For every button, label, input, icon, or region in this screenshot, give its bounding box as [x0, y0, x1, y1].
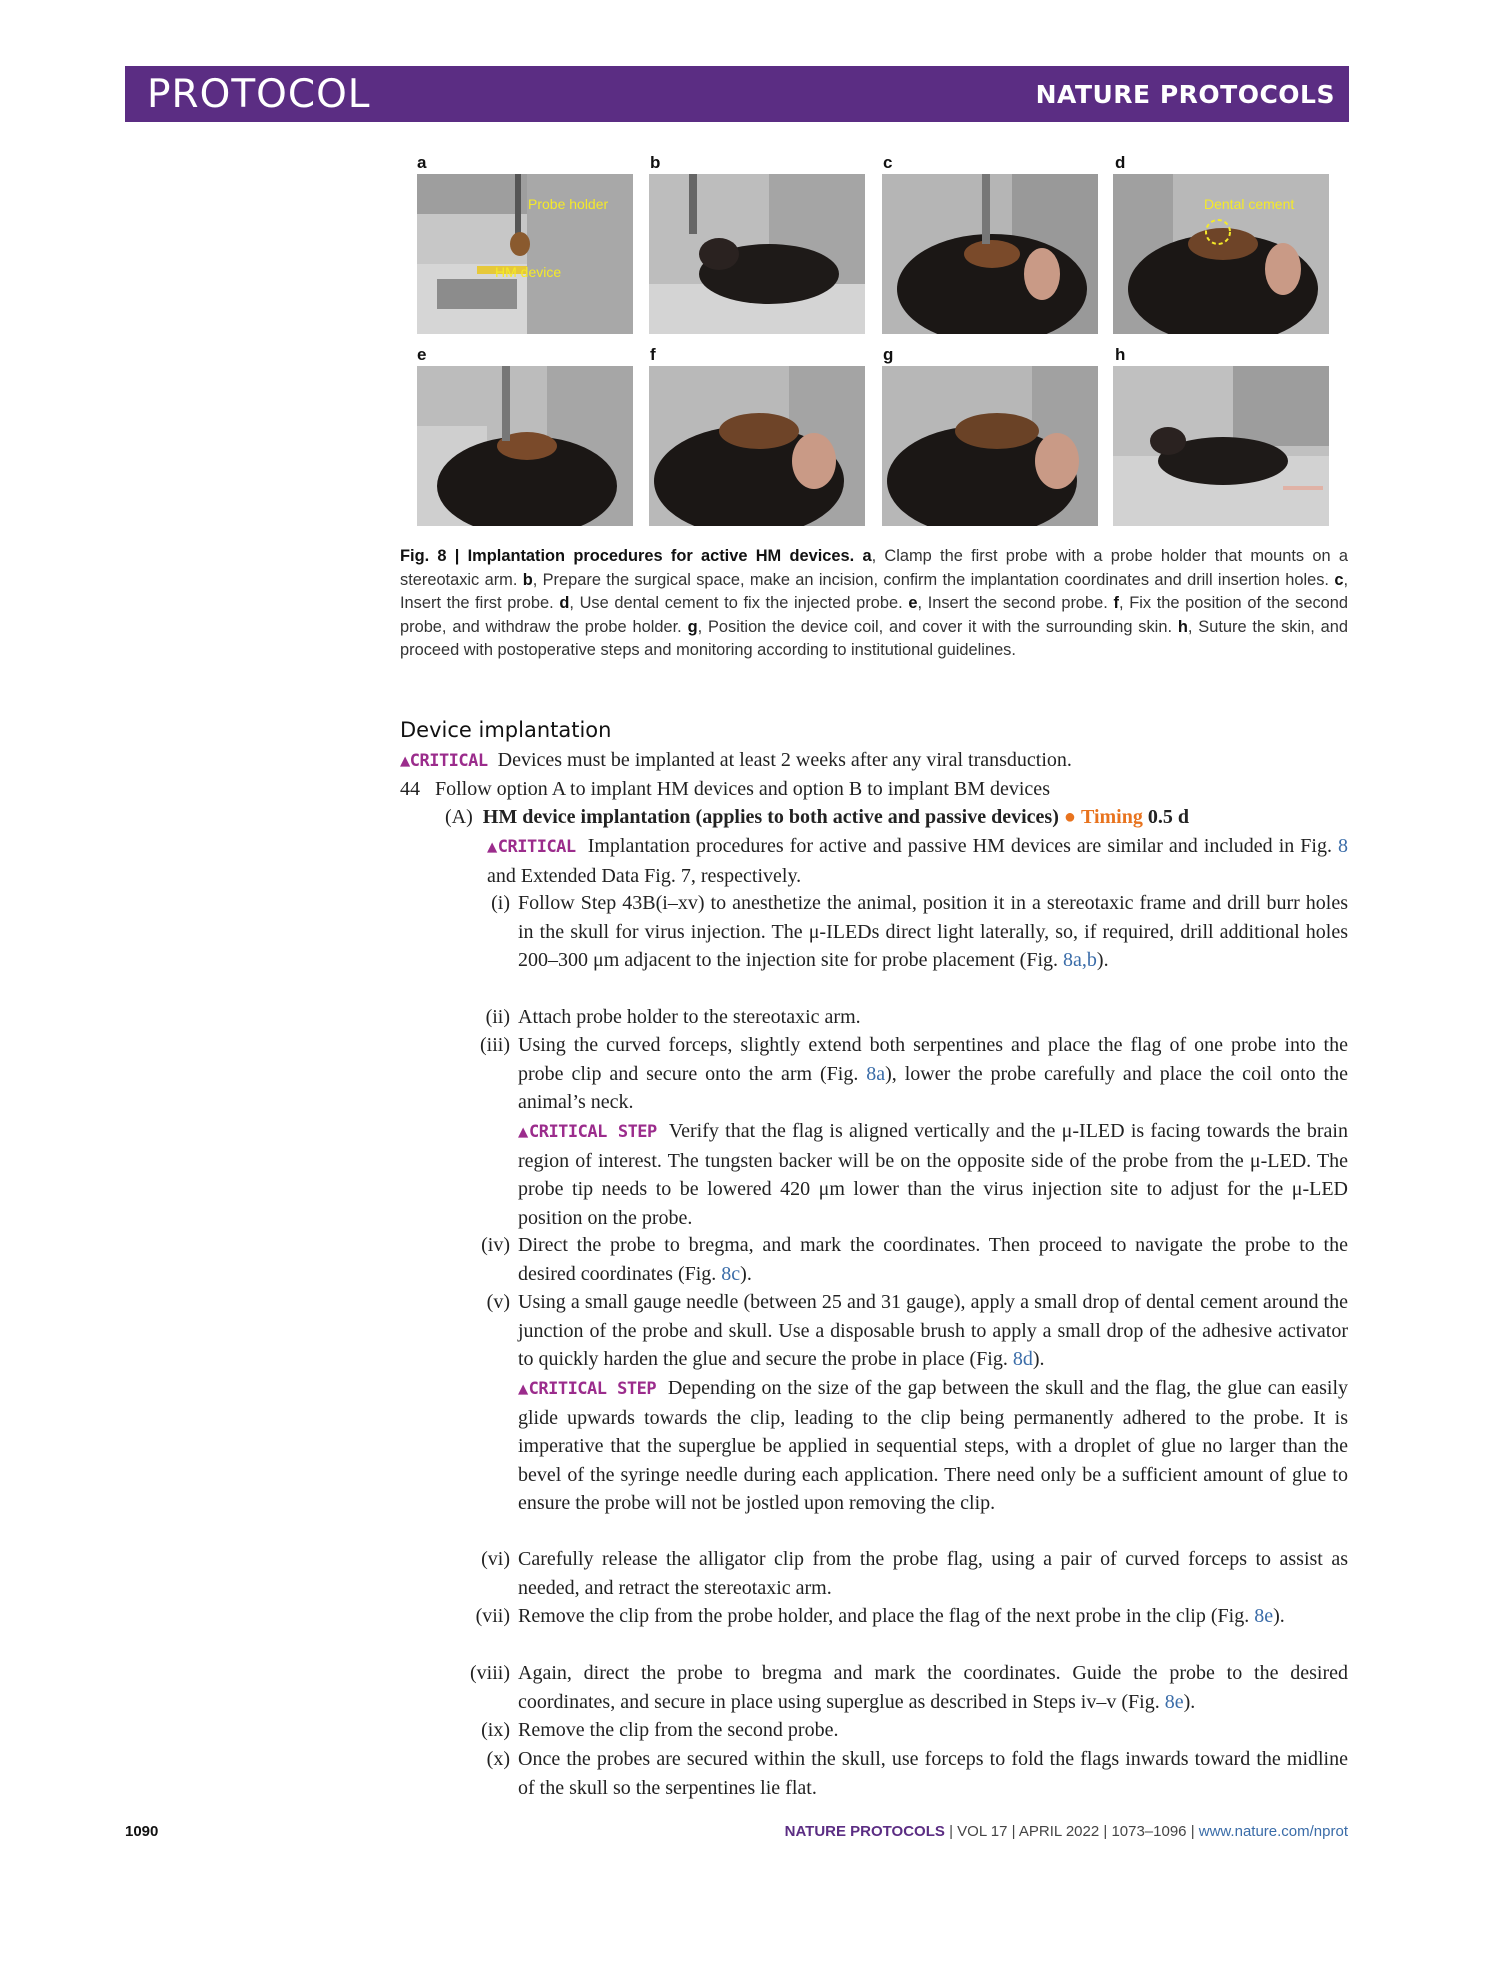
option-label: (A)	[445, 806, 473, 828]
timing-dot-icon: ●	[1063, 806, 1076, 828]
panel-label-b: b	[650, 153, 661, 172]
substep-tail: ), lower the probe carefully and place the coil onto the animal’s neck.	[518, 1062, 1348, 1114]
footer-volume: VOL 17	[957, 1823, 1008, 1840]
substep-number: (ix)	[481, 1719, 510, 1741]
caption-label-e: e	[908, 594, 918, 612]
annotation-probe-holder: Probe holder	[528, 196, 609, 212]
annotation-dental-cement: Dental cement	[1204, 196, 1295, 212]
fig-link[interactable]: 8a,b	[1063, 949, 1097, 972]
option-critical-text-1: Implantation procedures for active and passive HM devices are similar and included in Fig.	[587, 835, 1339, 857]
journal-header	[125, 66, 1349, 122]
panel-label-a: a	[417, 153, 427, 172]
substep-number: (v)	[486, 1291, 510, 1313]
section-title: Device implantation	[400, 718, 612, 742]
caption-label-h: h	[1177, 617, 1188, 636]
fig-link[interactable]: 8e	[1254, 1605, 1274, 1627]
substep-tail: ).	[740, 1262, 752, 1285]
substep-text: Again, direct the probe to bregma and mark the coordinates. Guide the probe to the desired coordinates, and secure in place using superglue as described in Steps iv–v (Fig.	[518, 1662, 1348, 1713]
footer-url[interactable]: www.nature.com/nprot	[1198, 1823, 1348, 1840]
substep-number: (vii)	[475, 1605, 510, 1627]
caption-text-d: , Use dental cement to fix the injected probe.	[569, 594, 909, 612]
substep-ix	[518, 1716, 1348, 1745]
section-critical	[400, 746, 1072, 776]
option-critical-text-2: and Extended Data Fig. 7, respectively.	[487, 864, 802, 887]
panel-c-image	[882, 174, 1098, 334]
panel-label-g: g	[883, 345, 894, 364]
substep-i	[518, 889, 1348, 975]
panel-label-c: c	[883, 153, 893, 172]
caption-label-g: g	[687, 617, 698, 636]
fig-link[interactable]: 8	[1338, 835, 1349, 857]
critical-step-label: ▲CRITICAL STEP	[518, 1379, 657, 1399]
fig-link[interactable]: 8d	[1012, 1348, 1033, 1371]
panel-f-image	[649, 366, 865, 526]
timing-value: 0.5 d	[1147, 806, 1189, 828]
panel-e-image	[417, 366, 633, 526]
caption-label-a: a	[862, 547, 872, 565]
caption-text-c: , Insert the first probe.	[400, 570, 1348, 612]
substep-text: Remove the clip from the second probe.	[518, 1719, 839, 1741]
substep-number: (i)	[491, 892, 510, 914]
option-critical	[487, 832, 1348, 890]
page-number: 1090	[125, 1823, 159, 1840]
substep-v-critical	[518, 1374, 1348, 1518]
substep-text: Carefully release the alligator clip from the probe flag, using a pair of curved forceps to assist as needed, and retract the stereotaxic arm.	[518, 1548, 1348, 1599]
substep-number: (viii)	[470, 1662, 510, 1684]
substep-iii-critical	[518, 1117, 1348, 1232]
critical-step-text: Verify that the flag is aligned vertically and the μ-ILED is facing towards the brain region of interest. The tungsten backer will be on the opposite side of the probe from the μ-LED. The probe tip needs to be lowered 420 μm lower than the virus injection site to adjust for the μ-LED position on the probe.	[518, 1120, 1348, 1229]
fig-link[interactable]: 8c	[721, 1262, 741, 1285]
critical-text: Devices must be implanted at least 2 weeks after any viral transduction.	[497, 749, 1072, 771]
timing-label: Timing	[1080, 806, 1143, 828]
substep-text: Direct the probe to bregma, and mark the coordinates. Then proceed to navigate the probe to the desired coordinates (Fig.	[518, 1234, 1348, 1285]
substep-text: Using a small gauge needle (between 25 and 31 gauge), apply a small drop of dental cement around the junction of the probe and skull. Use a disposable brush to apply a small drop of the adhesive activator to quickly harden the glue and secure the probe in place (Fig.	[518, 1291, 1348, 1371]
footer-citation: NATURE PROTOCOLS | VOL 17 | APRIL 2022 | 1073–1096 | www.nature.com/nprot	[784, 1823, 1348, 1840]
substep-text: Using the curved forceps, slightly extend both serpentines and place the flag of one probe into the probe clip and secure onto the arm (Fig.	[518, 1034, 1348, 1085]
substep-v	[518, 1288, 1348, 1374]
caption-text-g: , Position the device coil, and cover it with the surrounding skin.	[697, 617, 1178, 636]
substep-tail: ).	[1273, 1605, 1285, 1627]
option-critical-label: ▲CRITICAL	[487, 837, 576, 857]
substep-ii	[518, 1003, 1348, 1032]
footer-journal: NATURE PROTOCOLS	[784, 1823, 945, 1840]
substep-vii	[518, 1602, 1348, 1631]
fig-link[interactable]: 8e	[1164, 1690, 1184, 1713]
step-number: 44	[400, 778, 420, 800]
caption-text-h: , Suture the skin, and proceed with postoperative steps and monitoring according to institutional guidelines.	[400, 617, 1348, 659]
substep-viii	[518, 1659, 1348, 1716]
critical-label: ▲CRITICAL	[400, 751, 488, 771]
substep-number: (iv)	[481, 1234, 510, 1256]
substep-text: Once the probes are secured within the skull, use forceps to fold the flags inwards toward the midline of the skull so the serpentines lie flat.	[518, 1748, 1348, 1799]
caption-label-f: f	[1113, 594, 1119, 612]
panel-label-f: f	[650, 345, 656, 364]
step-text: Follow option A to implant HM devices and option B to implant BM devices	[435, 778, 1050, 800]
journal-name: NATURE PROTOCOLS	[1035, 80, 1335, 109]
option-a	[445, 803, 1189, 832]
caption-text-f: , Fix the position of the second probe, and withdraw the probe holder.	[400, 594, 1348, 636]
substep-tail: ).	[1183, 1690, 1196, 1713]
critical-step-label: ▲CRITICAL STEP	[518, 1122, 657, 1142]
substep-iv	[518, 1231, 1348, 1288]
figure-caption	[400, 545, 1348, 663]
option-title: HM device implantation (applies to both active and passive devices)	[482, 806, 1059, 828]
caption-text-a: , Clamp the first probe with a probe holder that mounts on a stereotaxic arm.	[400, 547, 1349, 589]
fig-link[interactable]: 8a	[866, 1062, 886, 1085]
caption-text-b: , Prepare the surgical space, make an incision, confirm the implantation coordinates and drill insertion holes.	[532, 570, 1335, 589]
substep-tail: ).	[1032, 1348, 1045, 1371]
caption-text-e: , Insert the second probe.	[917, 594, 1114, 612]
panel-h-image	[1113, 366, 1329, 526]
caption-title: Fig. 8 | Implantation procedures for active HM devices.	[400, 547, 855, 565]
substep-number: (ii)	[485, 1006, 510, 1028]
annotation-hm-device: HM device	[495, 264, 562, 280]
caption-label-d: d	[559, 594, 570, 612]
caption-label-c: c	[1334, 570, 1344, 589]
substep-vi	[518, 1545, 1348, 1602]
substep-tail: ).	[1096, 949, 1109, 972]
substep-text: Follow Step 43B(i–xv) to anesthetize the animal, position it in a stereotaxic frame and drill burr holes in the skull for virus injection. The μ-ILEDs direct light laterally, so, if required, drill additional holes 200–300 μm adjacent to the injection site for probe placement (Fig.	[518, 892, 1348, 972]
substep-iii	[518, 1031, 1348, 1117]
substep-x	[518, 1745, 1348, 1802]
footer-pages: 1073–1096	[1111, 1823, 1187, 1840]
substep-text: Remove the clip from the probe holder, and place the flag of the next probe in the clip (Fig.	[518, 1605, 1255, 1627]
panel-label-h: h	[1115, 345, 1126, 364]
step-44	[400, 775, 1050, 804]
substep-number: (iii)	[480, 1034, 510, 1056]
caption-label-b: b	[522, 570, 533, 589]
panel-g-image	[882, 366, 1098, 526]
section-type: PROTOCOL	[147, 72, 371, 117]
panel-label-e: e	[417, 345, 427, 364]
critical-step-text: Depending on the size of the gap between the skull and the flag, the glue can easily glide upwards towards the clip, leading to the clip being permanently adhered to the probe. It is imperative that the superglue be applied in sequential steps, with a droplet of glue no larger than the bevel of the syringe needle during each application. There need only be a sufficient amount of glue to ensure the probe will not be jostled upon removing the clip.	[518, 1377, 1348, 1515]
substep-number: (x)	[486, 1748, 510, 1770]
substep-number: (vi)	[481, 1548, 510, 1570]
footer-date: APRIL 2022	[1018, 1823, 1100, 1840]
panel-label-d: d	[1115, 153, 1126, 172]
panel-b-image	[649, 174, 865, 334]
substep-text: Attach probe holder to the stereotaxic arm.	[518, 1006, 861, 1028]
